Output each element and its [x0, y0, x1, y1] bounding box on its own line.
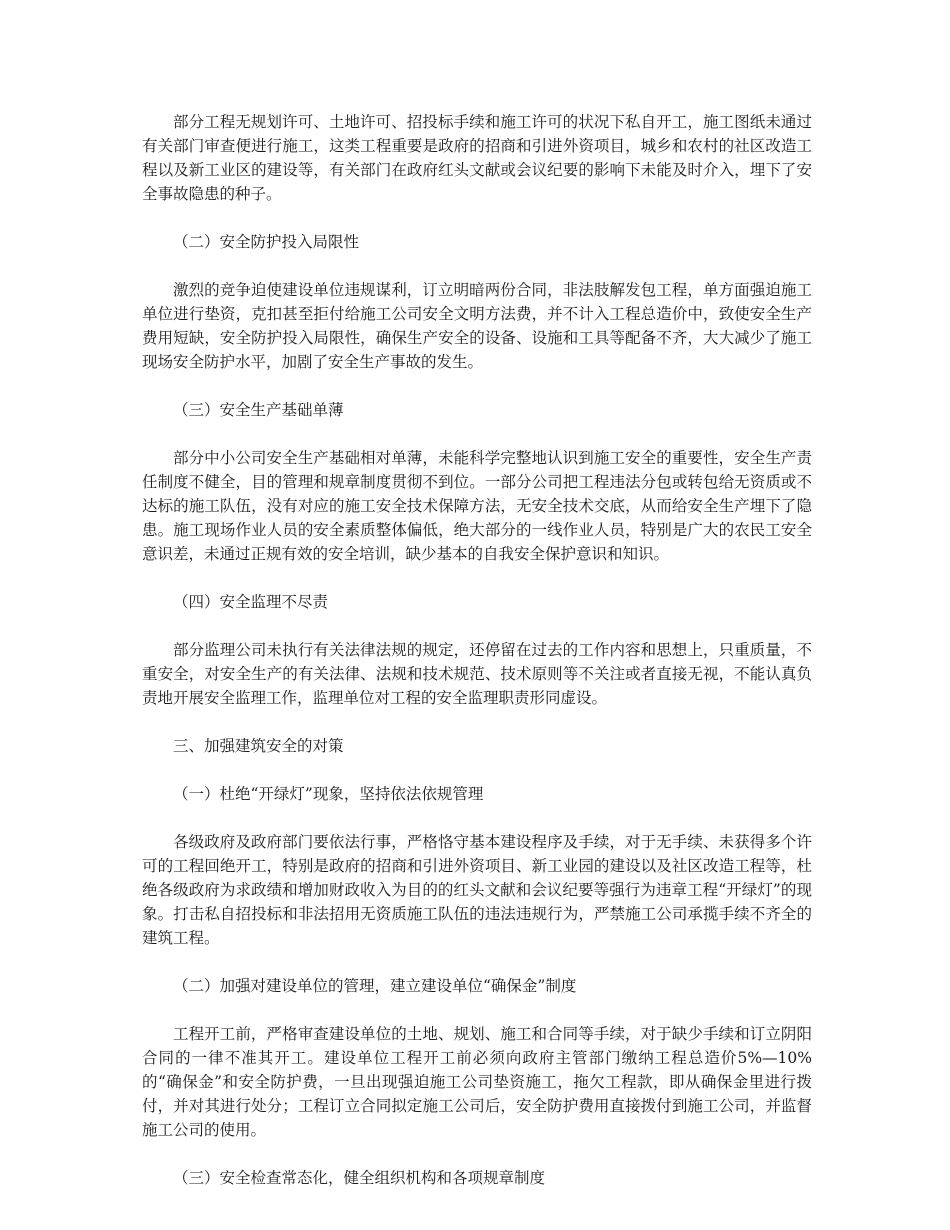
- chapter-heading: 三、加强建筑安全的对策: [173, 737, 344, 755]
- paragraph: 工程开工前，严格审查建设单位的土地、规划、施工和合同等手续，对于缺少手续和订立阴阳合同的一律不准其开工。建设单位工程开工前必须向政府主管部门缴纳工程总造价5%—10%的“确保金”和安全防护费，一旦出现强迫施工公司垫资施工，拖欠工程款，即从确保金里进行拨付，并对其进行处分；工程订立合同拟定施工公司后，安全防护费用直接拨付到施工公司，并监督施工公司的使用。: [142, 1025, 812, 1139]
- document-page: [142, 110, 812, 1190]
- paragraph: 各级政府及政府部门要依法行事，严格恪守基本建设程序及手续，对于无手续、未获得多个许可的工程回绝开工，特别是政府的招商和引进外资项目、新工业园的建设以及社区改造工程等，杜绝各级政府为求政绩和增加财政收入为目的的红头文献和会议纪要等强行为违章工程“开绿灯”的现象。打击私自招投标和非法招用无资质施工队伍的违法违规行为，严禁施工公司承揽手续不齐全的建筑工程。: [142, 833, 812, 947]
- section-heading: （二）加强对建设单位的管理，建立建设单位“确保金”制度: [173, 977, 577, 995]
- paragraph: 部分工程无规划许可、土地许可、招投标手续和施工许可的状况下私自开工，施工图纸未通过有关部门审查便进行施工，这类工程重要是政府的招商和引进外资项目，城乡和农村的社区改造工程以及新工业区的建设等，有关部门在政府红头文献或会议纪要的影响下未能及时介入，埋下了安全事故隐患的种子。: [142, 113, 812, 203]
- section-heading: （四）安全监理不尽责: [173, 593, 329, 611]
- paragraph: 部分中小公司安全生产基础相对单薄，未能科学完整地认识到施工安全的重要性，安全生产责任制度不健全，目的管理和规章制度贯彻不到位。一部分公司把工程违法分包或转包给无资质或不达标的施工队伍，没有对应的施工安全技术保障方法，无安全技术交底，从而给安全生产埋下了隐患。施工现场作业人员的安全素质整体偏低，绝大部分的一线作业人员，特别是广大的农民工安全意识差，未通过正规有效的安全培训，缺少基本的自我安全保护意识和知识。: [142, 449, 812, 563]
- section-heading: （三）安全生产基础单薄: [173, 401, 344, 419]
- section-heading: （三）安全检查常态化，健全组织机构和各项规章制度: [173, 1169, 546, 1187]
- section-heading: （二）安全防护投入局限性: [173, 233, 360, 251]
- paragraph: 激烈的竞争迫使建设单位违规谋利，订立明暗两份合同，非法肢解发包工程，单方面强迫施工单位进行垫资，克扣甚至拒付给施工公司安全文明方法费，并不计入工程总造价中，致使安全生产费用短缺，安全防护投入局限性，确保生产安全的设备、设施和工具等配备不齐，大大减少了施工现场安全防护水平，加剧了安全生产事故的发生。: [142, 281, 812, 371]
- section-heading: （一）杜绝“开绿灯”现象，坚持依法依规管理: [173, 785, 484, 803]
- paragraph: 部分监理公司未执行有关法律法规的规定，还停留在过去的工作内容和思想上，只重质量，不重安全，对安全生产的有关法律、法规和技术规范、技术原则等不关注或者直接无视，不能认真负责地开展安全监理工作，监理单位对工程的安全监理职责形同虚设。: [142, 641, 812, 707]
